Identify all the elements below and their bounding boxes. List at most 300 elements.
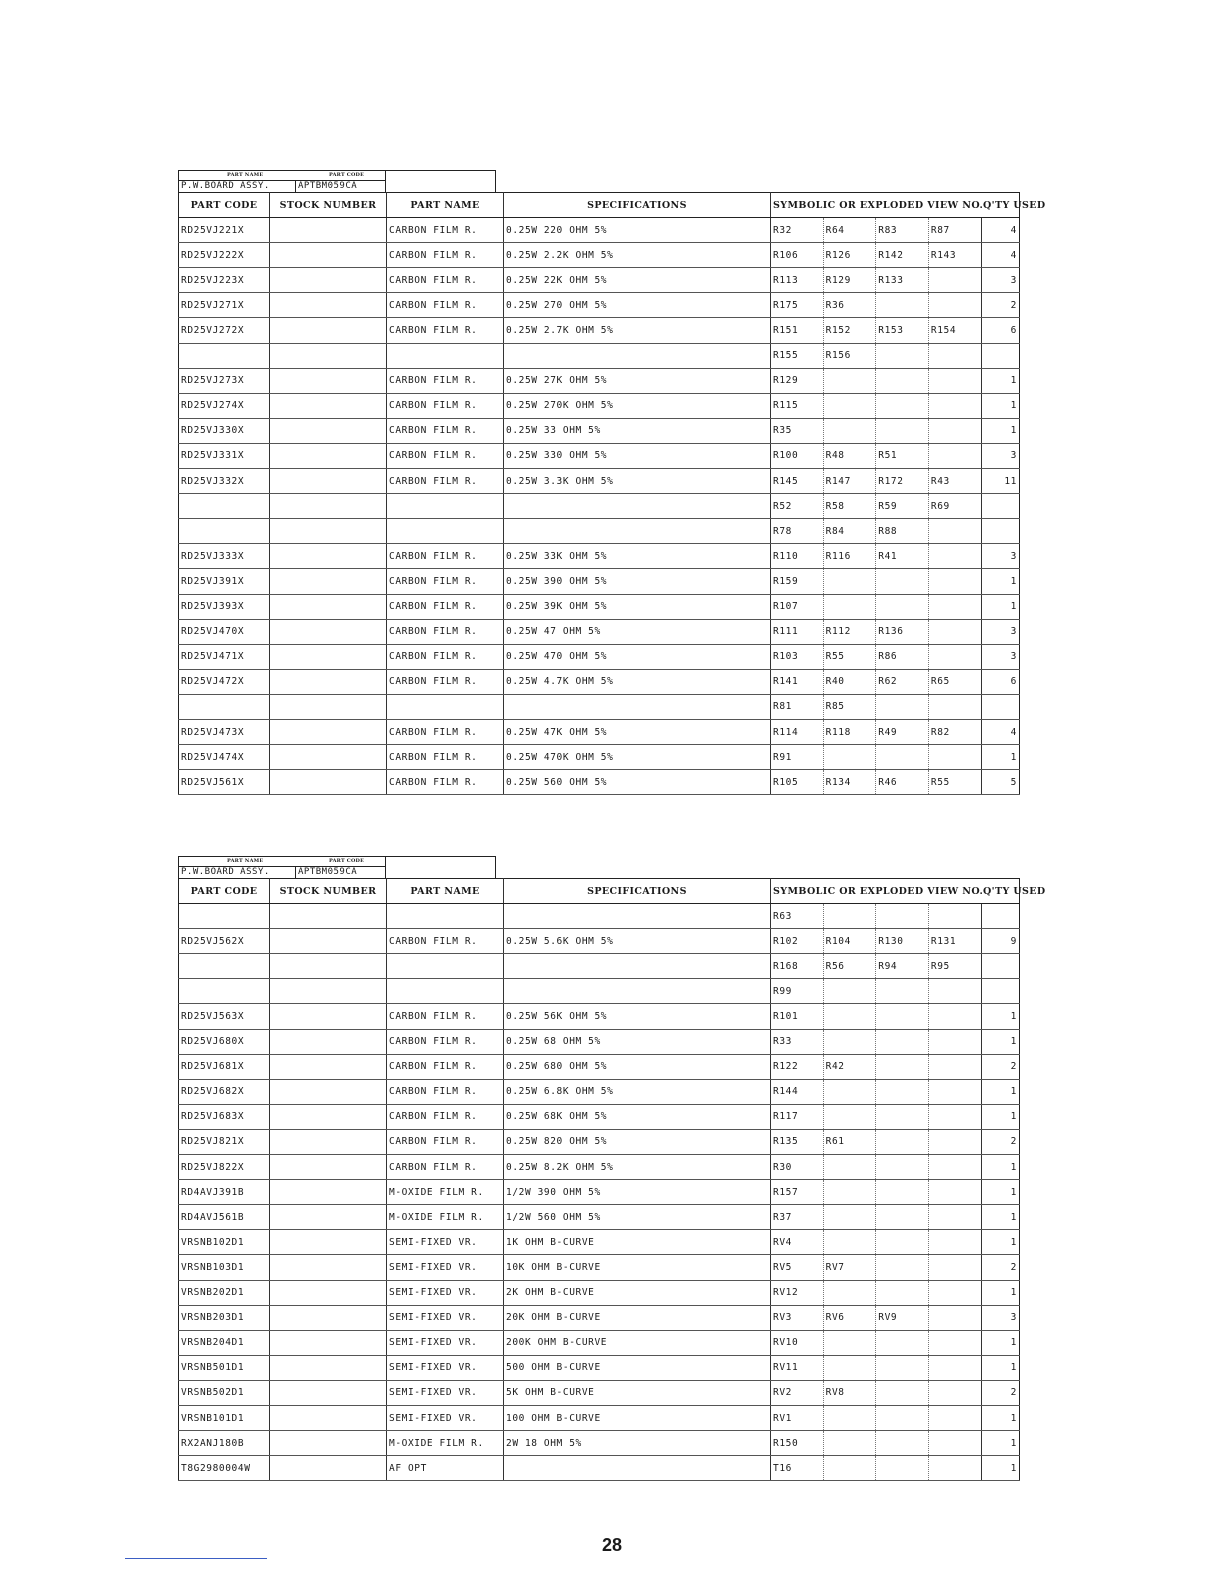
symbol-cell [928, 1029, 981, 1054]
symbol-cell: RV10 [771, 1330, 824, 1355]
qty-cell: 3 [981, 644, 1020, 669]
symbol-cell [928, 1004, 981, 1029]
qty-cell: 3 [981, 619, 1020, 644]
symbol-cell [928, 1205, 981, 1230]
part-code-cell: RD25VJ223X [179, 268, 270, 293]
symbol-cell: R155 [771, 343, 824, 368]
symbol-cell: R51 [876, 443, 929, 468]
part-name-cell: CARBON FILM R. [387, 569, 504, 594]
symbol-cell [823, 1355, 876, 1380]
symbol-cell [876, 569, 929, 594]
symbol-cell: R133 [876, 268, 929, 293]
spec-cell: 0.25W 3.3K OHM 5% [504, 469, 771, 494]
symbol-cell [876, 393, 929, 418]
qty-cell: 6 [981, 318, 1020, 343]
stock-number-cell [270, 494, 387, 519]
symbol-cell: R106 [771, 243, 824, 268]
part-name-cell: CARBON FILM R. [387, 1004, 504, 1029]
part-code-label: PART CODE [329, 858, 365, 864]
spec-cell: 0.25W 470 OHM 5% [504, 644, 771, 669]
part-name-cell: SEMI-FIXED VR. [387, 1355, 504, 1380]
col-part-name: PART NAME [387, 879, 504, 904]
symbol-cell: R48 [823, 443, 876, 468]
part-code-cell: VRSNB502D1 [179, 1380, 270, 1405]
stock-number-cell [270, 368, 387, 393]
col-specifications: SPECIFICATIONS [504, 879, 771, 904]
part-code-cell: RD25VJ474X [179, 745, 270, 770]
qty-cell: 1 [981, 1330, 1020, 1355]
symbol-cell: R52 [771, 494, 824, 519]
table-row [179, 745, 1020, 770]
part-name-cell: CARBON FILM R. [387, 770, 504, 795]
qty-cell: 4 [981, 243, 1020, 268]
symbol-cell [823, 904, 876, 929]
part-code-cell: RD25VJ331X [179, 443, 270, 468]
symbol-cell [876, 418, 929, 443]
stock-number-cell [270, 293, 387, 318]
spec-cell: 0.25W 22K OHM 5% [504, 268, 771, 293]
assy-code: APTBM059CA [298, 181, 358, 191]
part-name-cell: M-OXIDE FILM R. [387, 1431, 504, 1456]
spec-cell: 1K OHM B-CURVE [504, 1230, 771, 1255]
part-code-cell: RD25VJ682X [179, 1079, 270, 1104]
table-row [179, 1305, 1020, 1330]
symbol-cell [928, 619, 981, 644]
part-name-label: PART NAME [227, 858, 264, 864]
symbol-cell: RV11 [771, 1355, 824, 1380]
stock-number-cell [270, 519, 387, 544]
table-row [179, 644, 1020, 669]
symbol-cell [876, 694, 929, 719]
qty-cell: 3 [981, 443, 1020, 468]
symbol-cell: R111 [771, 619, 824, 644]
symbol-cell: R55 [928, 770, 981, 795]
spec-cell [504, 343, 771, 368]
symbol-cell [876, 1029, 929, 1054]
spec-cell [504, 694, 771, 719]
symbol-cell [876, 979, 929, 1004]
spec-cell: 1/2W 390 OHM 5% [504, 1180, 771, 1205]
part-code-cell [179, 954, 270, 979]
part-name-cell: CARBON FILM R. [387, 1129, 504, 1154]
symbol-cell: R113 [771, 268, 824, 293]
qty-cell: 3 [981, 1305, 1020, 1330]
qty-cell: 9 [981, 929, 1020, 954]
spec-cell: 0.25W 2.2K OHM 5% [504, 243, 771, 268]
part-code-cell [179, 343, 270, 368]
stock-number-cell [270, 318, 387, 343]
symbol-cell: R85 [823, 694, 876, 719]
part-code-cell: RD25VJ222X [179, 243, 270, 268]
symbol-cell [876, 1054, 929, 1079]
assy-code: APTBM059CA [298, 867, 358, 877]
part-name-cell: SEMI-FIXED VR. [387, 1305, 504, 1330]
col-symbolic: SYMBOLIC OR EXPLODED VIEW NO. [771, 879, 982, 904]
symbol-cell [928, 644, 981, 669]
symbol-cell [928, 1054, 981, 1079]
symbol-cell [876, 1405, 929, 1430]
qty-cell: 1 [981, 1180, 1020, 1205]
part-name-cell: SEMI-FIXED VR. [387, 1405, 504, 1430]
symbol-cell [876, 1230, 929, 1255]
symbol-cell: RV4 [771, 1230, 824, 1255]
qty-cell: 1 [981, 1155, 1020, 1180]
part-code-cell: VRSNB103D1 [179, 1255, 270, 1280]
stock-number-cell [270, 343, 387, 368]
symbol-cell [876, 1380, 929, 1405]
col-qty-used: Q'TY USED [981, 193, 1020, 218]
table-row [179, 418, 1020, 443]
qty-cell: 6 [981, 669, 1020, 694]
symbol-cell [823, 1205, 876, 1230]
symbol-cell: R88 [876, 519, 929, 544]
part-name-cell: SEMI-FIXED VR. [387, 1280, 504, 1305]
symbol-cell: RV12 [771, 1280, 824, 1305]
symbol-cell: R129 [771, 368, 824, 393]
part-code-cell: RD25VJ274X [179, 393, 270, 418]
symbol-cell [823, 418, 876, 443]
symbol-cell [876, 343, 929, 368]
stock-number-cell [270, 393, 387, 418]
qty-cell: 1 [981, 1431, 1020, 1456]
part-name-cell: CARBON FILM R. [387, 293, 504, 318]
symbol-cell: R147 [823, 469, 876, 494]
qty-cell: 2 [981, 1380, 1020, 1405]
col-part-name: PART NAME [387, 193, 504, 218]
table-row [179, 293, 1020, 318]
part-name-cell: SEMI-FIXED VR. [387, 1380, 504, 1405]
symbol-cell: R58 [823, 494, 876, 519]
table-row [179, 929, 1020, 954]
qty-cell: 3 [981, 268, 1020, 293]
table-row [179, 519, 1020, 544]
part-code-cell: RD25VJ681X [179, 1054, 270, 1079]
symbol-cell [823, 1230, 876, 1255]
symbol-cell [928, 343, 981, 368]
col-part-code: PART CODE [179, 879, 270, 904]
spec-cell: 500 OHM B-CURVE [504, 1355, 771, 1380]
symbol-cell: R154 [928, 318, 981, 343]
symbol-cell: R100 [771, 443, 824, 468]
symbol-cell [928, 979, 981, 1004]
qty-cell [981, 494, 1020, 519]
spec-cell: 20K OHM B-CURVE [504, 1305, 771, 1330]
qty-cell: 1 [981, 594, 1020, 619]
qty-cell: 4 [981, 218, 1020, 243]
assy-header-box [178, 856, 496, 879]
symbol-cell: R142 [876, 243, 929, 268]
symbol-cell: R43 [928, 469, 981, 494]
symbol-cell [928, 1305, 981, 1330]
spec-cell: 0.25W 6.8K OHM 5% [504, 1079, 771, 1104]
symbol-cell: R46 [876, 770, 929, 795]
symbol-cell [823, 1456, 876, 1481]
qty-cell: 1 [981, 1004, 1020, 1029]
symbol-cell: R33 [771, 1029, 824, 1054]
symbol-cell: R64 [823, 218, 876, 243]
symbol-cell [928, 1104, 981, 1129]
stock-number-cell [270, 1380, 387, 1405]
symbol-cell: R49 [876, 719, 929, 744]
symbol-cell [823, 594, 876, 619]
table-row [179, 1129, 1020, 1154]
qty-cell: 1 [981, 569, 1020, 594]
spec-cell: 0.25W 33 OHM 5% [504, 418, 771, 443]
stock-number-cell [270, 770, 387, 795]
part-code-cell: RD25VJ393X [179, 594, 270, 619]
spec-cell: 0.25W 47K OHM 5% [504, 719, 771, 744]
symbol-cell [823, 1155, 876, 1180]
part-name-cell: CARBON FILM R. [387, 1104, 504, 1129]
part-name-cell: CARBON FILM R. [387, 644, 504, 669]
part-code-cell: RD25VJ391X [179, 569, 270, 594]
part-name-cell: M-OXIDE FILM R. [387, 1180, 504, 1205]
col-part-code: PART CODE [179, 193, 270, 218]
symbol-cell: R112 [823, 619, 876, 644]
spec-cell: 0.25W 39K OHM 5% [504, 594, 771, 619]
part-code-cell: RD25VJ821X [179, 1129, 270, 1154]
symbol-cell: R86 [876, 644, 929, 669]
part-code-cell: VRSNB101D1 [179, 1405, 270, 1430]
symbol-cell [928, 368, 981, 393]
spec-cell: 0.25W 2.7K OHM 5% [504, 318, 771, 343]
qty-cell: 1 [981, 1205, 1020, 1230]
assy-name: P.W.BOARD ASSY. [181, 181, 270, 191]
table-row [179, 694, 1020, 719]
symbol-cell: R32 [771, 218, 824, 243]
symbol-cell: R116 [823, 544, 876, 569]
stock-number-cell [270, 1155, 387, 1180]
symbol-cell [876, 1355, 929, 1380]
part-name-cell: CARBON FILM R. [387, 1054, 504, 1079]
col-stock-number: STOCK NUMBER [270, 193, 387, 218]
spec-cell: 0.25W 560 OHM 5% [504, 770, 771, 795]
part-name-cell [387, 343, 504, 368]
symbol-cell [823, 1330, 876, 1355]
table-row [179, 1431, 1020, 1456]
spec-cell [504, 954, 771, 979]
spec-cell: 200K OHM B-CURVE [504, 1330, 771, 1355]
assy-name: P.W.BOARD ASSY. [181, 867, 270, 877]
spec-cell [504, 979, 771, 1004]
symbol-cell [928, 745, 981, 770]
spec-cell: 0.25W 220 OHM 5% [504, 218, 771, 243]
part-code-cell: RD25VJ562X [179, 929, 270, 954]
spec-cell [504, 1456, 771, 1481]
symbol-cell: R144 [771, 1079, 824, 1104]
part-code-cell [179, 519, 270, 544]
symbol-cell [823, 1079, 876, 1104]
symbol-cell: T16 [771, 1456, 824, 1481]
spec-cell [504, 904, 771, 929]
symbol-cell [823, 1029, 876, 1054]
symbol-cell [928, 1280, 981, 1305]
symbol-cell: R36 [823, 293, 876, 318]
part-code-cell: T8G2980004W [179, 1456, 270, 1481]
qty-cell [981, 519, 1020, 544]
symbol-cell [823, 393, 876, 418]
part-code-cell: VRSNB203D1 [179, 1305, 270, 1330]
symbol-cell: RV8 [823, 1380, 876, 1405]
part-name-cell: CARBON FILM R. [387, 393, 504, 418]
part-code-cell: VRSNB204D1 [179, 1330, 270, 1355]
spec-cell [504, 519, 771, 544]
symbol-cell: R103 [771, 644, 824, 669]
part-code-cell [179, 979, 270, 1004]
symbol-cell [928, 694, 981, 719]
stock-number-cell [270, 443, 387, 468]
part-code-cell: RD25VJ471X [179, 644, 270, 669]
stock-number-cell [270, 1205, 387, 1230]
qty-cell: 1 [981, 1280, 1020, 1305]
qty-cell: 5 [981, 770, 1020, 795]
symbol-cell [823, 368, 876, 393]
table-row [179, 1054, 1020, 1079]
symbol-cell: R157 [771, 1180, 824, 1205]
symbol-cell: R115 [771, 393, 824, 418]
qty-cell: 1 [981, 1456, 1020, 1481]
symbol-cell: R129 [823, 268, 876, 293]
spec-cell [504, 494, 771, 519]
stock-number-cell [270, 904, 387, 929]
symbol-cell [928, 904, 981, 929]
symbol-cell [928, 519, 981, 544]
stock-number-cell [270, 1230, 387, 1255]
table-row [179, 469, 1020, 494]
qty-cell [981, 343, 1020, 368]
symbol-cell [928, 1079, 981, 1104]
part-name-cell: CARBON FILM R. [387, 544, 504, 569]
qty-cell: 11 [981, 469, 1020, 494]
stock-number-cell [270, 1280, 387, 1305]
stock-number-cell [270, 1355, 387, 1380]
symbol-cell: R81 [771, 694, 824, 719]
symbol-cell [928, 569, 981, 594]
symbol-cell: R159 [771, 569, 824, 594]
symbol-cell: R55 [823, 644, 876, 669]
qty-cell: 1 [981, 745, 1020, 770]
part-name-cell: CARBON FILM R. [387, 243, 504, 268]
qty-cell: 1 [981, 1104, 1020, 1129]
qty-cell [981, 979, 1020, 1004]
symbol-cell [928, 1155, 981, 1180]
spec-cell: 2W 18 OHM 5% [504, 1431, 771, 1456]
table-row [179, 1330, 1020, 1355]
symbol-cell: R172 [876, 469, 929, 494]
symbol-cell [823, 1180, 876, 1205]
symbol-cell [928, 1129, 981, 1154]
part-name-cell: CARBON FILM R. [387, 719, 504, 744]
symbol-cell: R84 [823, 519, 876, 544]
table-row [179, 1104, 1020, 1129]
table-row [179, 1405, 1020, 1430]
symbol-cell: R40 [823, 669, 876, 694]
stock-number-cell [270, 469, 387, 494]
symbol-cell: R114 [771, 719, 824, 744]
stock-number-cell [270, 1456, 387, 1481]
symbol-cell: R104 [823, 929, 876, 954]
part-name-cell [387, 494, 504, 519]
qty-cell: 4 [981, 719, 1020, 744]
symbol-cell [876, 1129, 929, 1154]
stock-number-cell [270, 418, 387, 443]
stock-number-cell [270, 1029, 387, 1054]
qty-cell: 2 [981, 293, 1020, 318]
part-code-cell: RD25VJ680X [179, 1029, 270, 1054]
part-name-cell: CARBON FILM R. [387, 318, 504, 343]
table-header-row [179, 193, 1020, 218]
symbol-cell: R95 [928, 954, 981, 979]
qty-cell: 1 [981, 368, 1020, 393]
table-row [179, 1230, 1020, 1255]
table-row [179, 719, 1020, 744]
table-row [179, 619, 1020, 644]
symbol-cell: RV5 [771, 1255, 824, 1280]
stock-number-cell [270, 694, 387, 719]
symbol-cell: R131 [928, 929, 981, 954]
stock-number-cell [270, 719, 387, 744]
part-code-cell: RD25VJ272X [179, 318, 270, 343]
symbol-cell: R65 [928, 669, 981, 694]
part-name-cell [387, 694, 504, 719]
stock-number-cell [270, 218, 387, 243]
part-name-cell: CARBON FILM R. [387, 268, 504, 293]
symbol-cell [876, 745, 929, 770]
table-header-row [179, 879, 1020, 904]
part-code-label: PART CODE [329, 172, 365, 178]
symbol-cell [928, 1330, 981, 1355]
spec-cell: 0.25W 33K OHM 5% [504, 544, 771, 569]
table-row [179, 1079, 1020, 1104]
part-code-cell: RD25VJ683X [179, 1104, 270, 1129]
spec-cell: 0.25W 4.7K OHM 5% [504, 669, 771, 694]
symbol-cell [928, 1456, 981, 1481]
spec-cell: 0.25W 56K OHM 5% [504, 1004, 771, 1029]
symbol-cell: R102 [771, 929, 824, 954]
symbol-cell: R134 [823, 770, 876, 795]
spec-cell: 0.25W 470K OHM 5% [504, 745, 771, 770]
table-row [179, 1456, 1020, 1481]
table-row [179, 770, 1020, 795]
table-row [179, 393, 1020, 418]
part-code-cell: RD25VJ333X [179, 544, 270, 569]
part-name-cell: CARBON FILM R. [387, 418, 504, 443]
stock-number-cell [270, 1004, 387, 1029]
symbol-cell: R30 [771, 1155, 824, 1180]
symbol-cell: R56 [823, 954, 876, 979]
part-code-cell: VRSNB501D1 [179, 1355, 270, 1380]
spec-cell: 0.25W 330 OHM 5% [504, 443, 771, 468]
symbol-cell: RV1 [771, 1405, 824, 1430]
table-row [179, 954, 1020, 979]
part-code-cell: RD25VJ472X [179, 669, 270, 694]
stock-number-cell [270, 1129, 387, 1154]
symbol-cell [823, 979, 876, 1004]
qty-cell: 1 [981, 1405, 1020, 1430]
symbol-cell: R63 [771, 904, 824, 929]
symbol-cell: R83 [876, 218, 929, 243]
spec-cell: 0.25W 68 OHM 5% [504, 1029, 771, 1054]
symbol-cell [928, 1230, 981, 1255]
table-row [179, 904, 1020, 929]
stock-number-cell [270, 745, 387, 770]
symbol-cell: R105 [771, 770, 824, 795]
symbol-cell [928, 393, 981, 418]
part-name-cell [387, 979, 504, 1004]
part-name-cell: CARBON FILM R. [387, 619, 504, 644]
stock-number-cell [270, 1054, 387, 1079]
symbol-cell: R151 [771, 318, 824, 343]
